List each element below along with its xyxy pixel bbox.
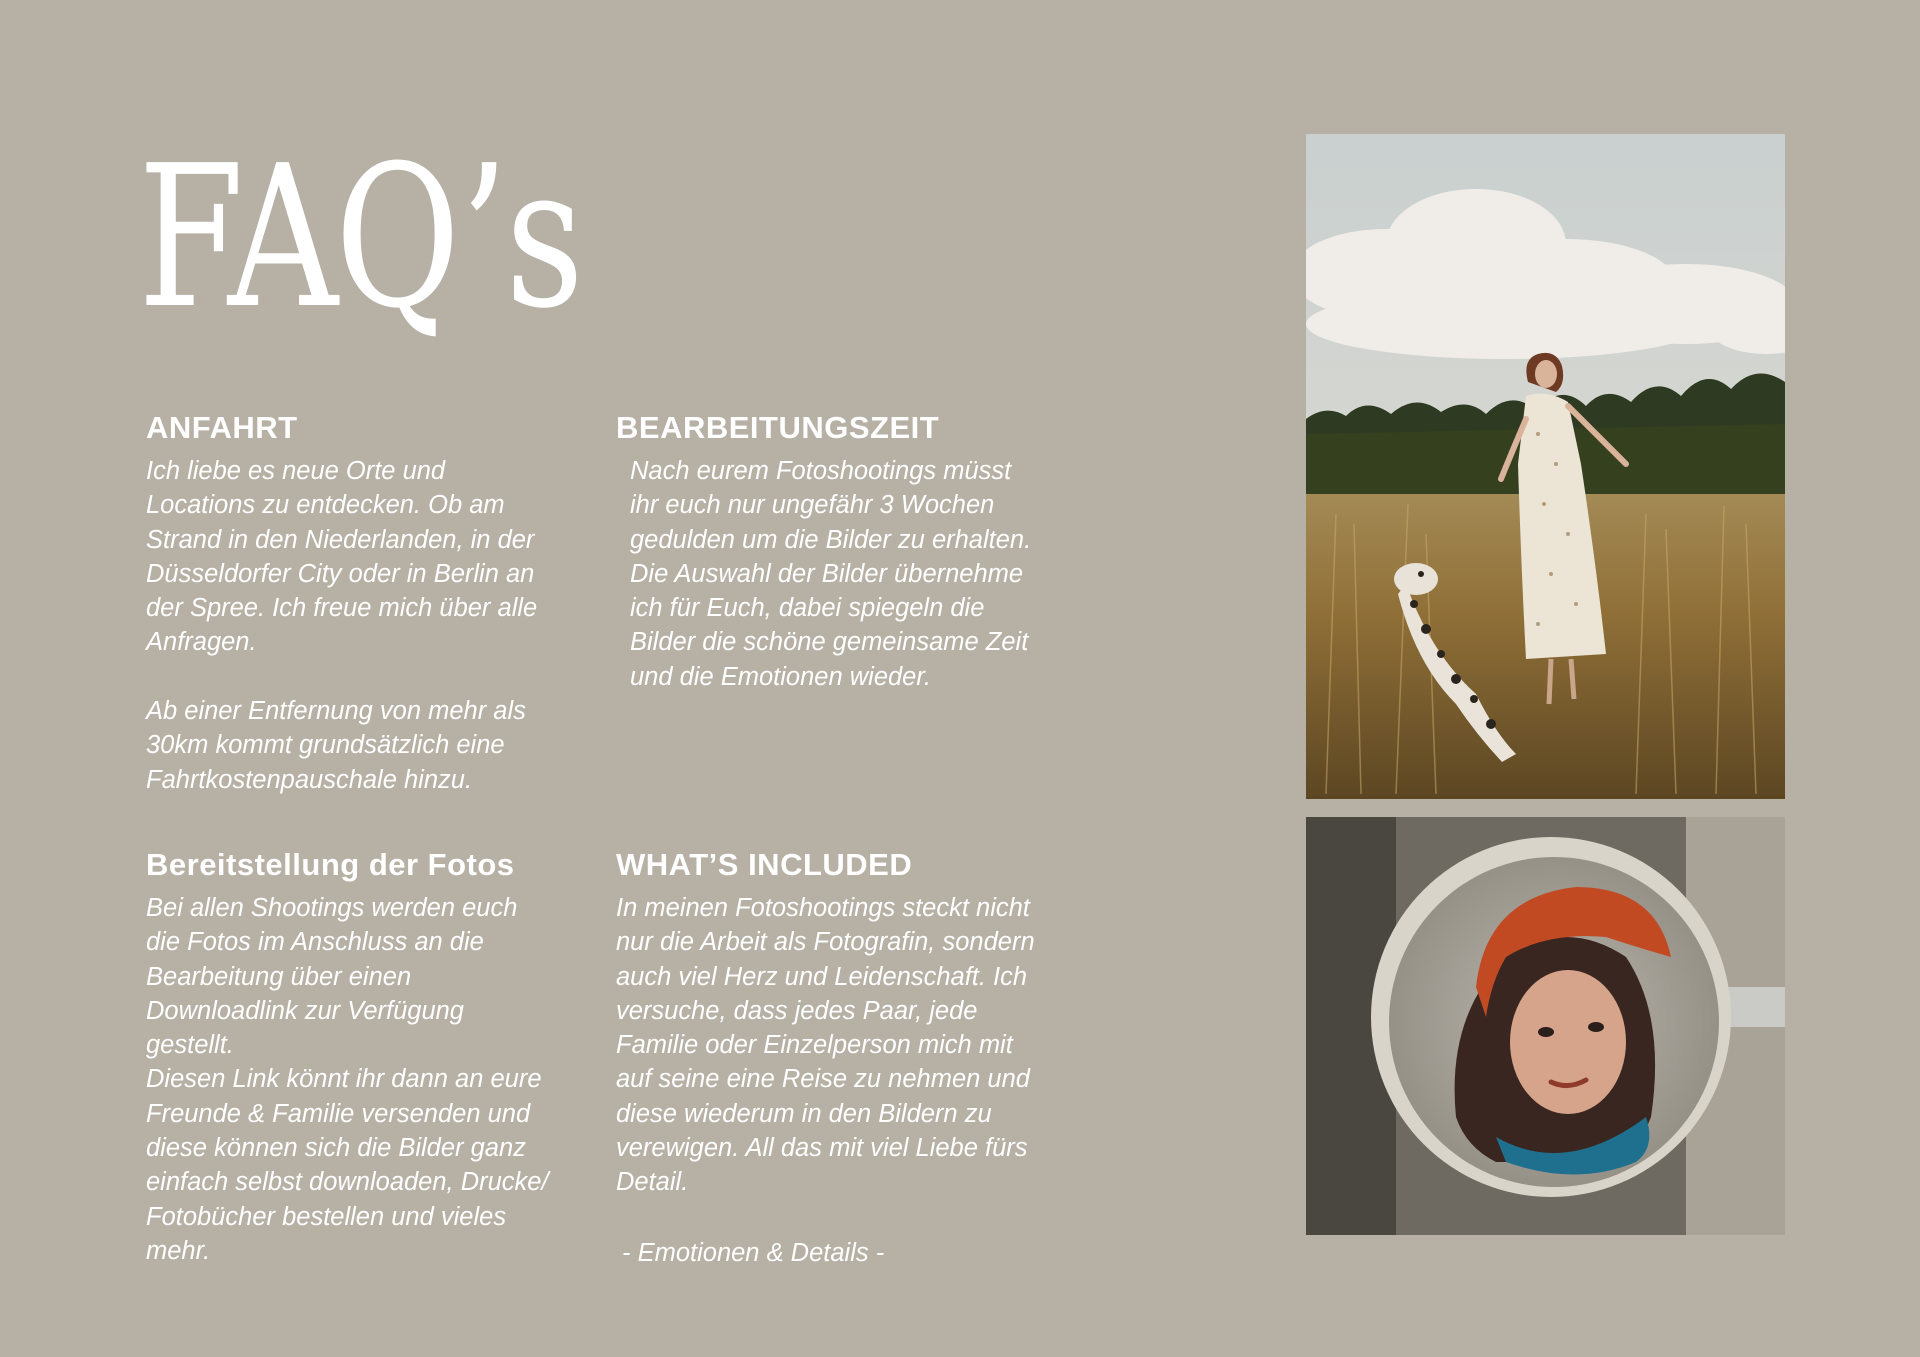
section-body: Ich liebe es neue Orte und Locations zu entdecken. Ob am Strand in den Niederlanden, in der Düsseldorfer City oder in Berlin an der Spree. Ich freue mich über alle Anfragen. Ab einer Entfernung von mehr als 30km kommt grundsätzlich eine Fahrtkostenpauschale hinzu. (146, 457, 538, 794)
section-body: Bei allen Shootings werden euch die Fotos im Anschluss an die Bearbeitung über einen Downloadlink zur Verfügung gestellt. Diesen Link könnt ihr dann an eure Freunde & Familie versenden und diese können sich die Bilder ganz einfach selbst downloaden, Drucke/ Fotobücher bestellen und vieles mehr. (146, 894, 549, 1265)
photo-woman-in-field-with-dog (1306, 134, 1785, 799)
faq-section-bearbeitungszeit (616, 406, 1076, 694)
section-heading: Bereitstellung der Fotos (146, 847, 515, 882)
faq-section-anfahrt (146, 406, 586, 797)
section-body: In meinen Fotoshootings steckt nicht nur die Arbeit als Fotografin, sondern auch viel Herz und Leidenschaft. Ich versuche, dass jedes Paar, jede Familie oder Einzelperson mich mit auf seine eine Reise zu nehmen und diese wiederum in den Bildern zu verewigen. All das mit viel Liebe fürs Detail. (616, 894, 1035, 1197)
section-heading: ANFAHRT (146, 410, 298, 445)
photo-woman-in-mirror-portrait (1306, 817, 1785, 1235)
faq-section-bereitstellung (146, 843, 596, 1268)
tagline: - Emotionen & Details - (622, 1239, 885, 1267)
page-title: FAQ’s (138, 124, 581, 352)
section-heading: WHAT’S INCLUDED (616, 847, 913, 882)
faq-section-whats-included (616, 843, 1076, 1200)
section-heading: BEARBEITUNGSZEIT (616, 410, 940, 445)
section-body: Nach eurem Fotoshootings müsst ihr euch nur ungefähr 3 Wochen gedulden um die Bilder zu erhalten. Die Auswahl der Bilder übernehme ich für Euch, dabei spiegeln die Bilder die schöne gemeinsame Zeit und die Emotionen wieder. (630, 457, 1032, 691)
